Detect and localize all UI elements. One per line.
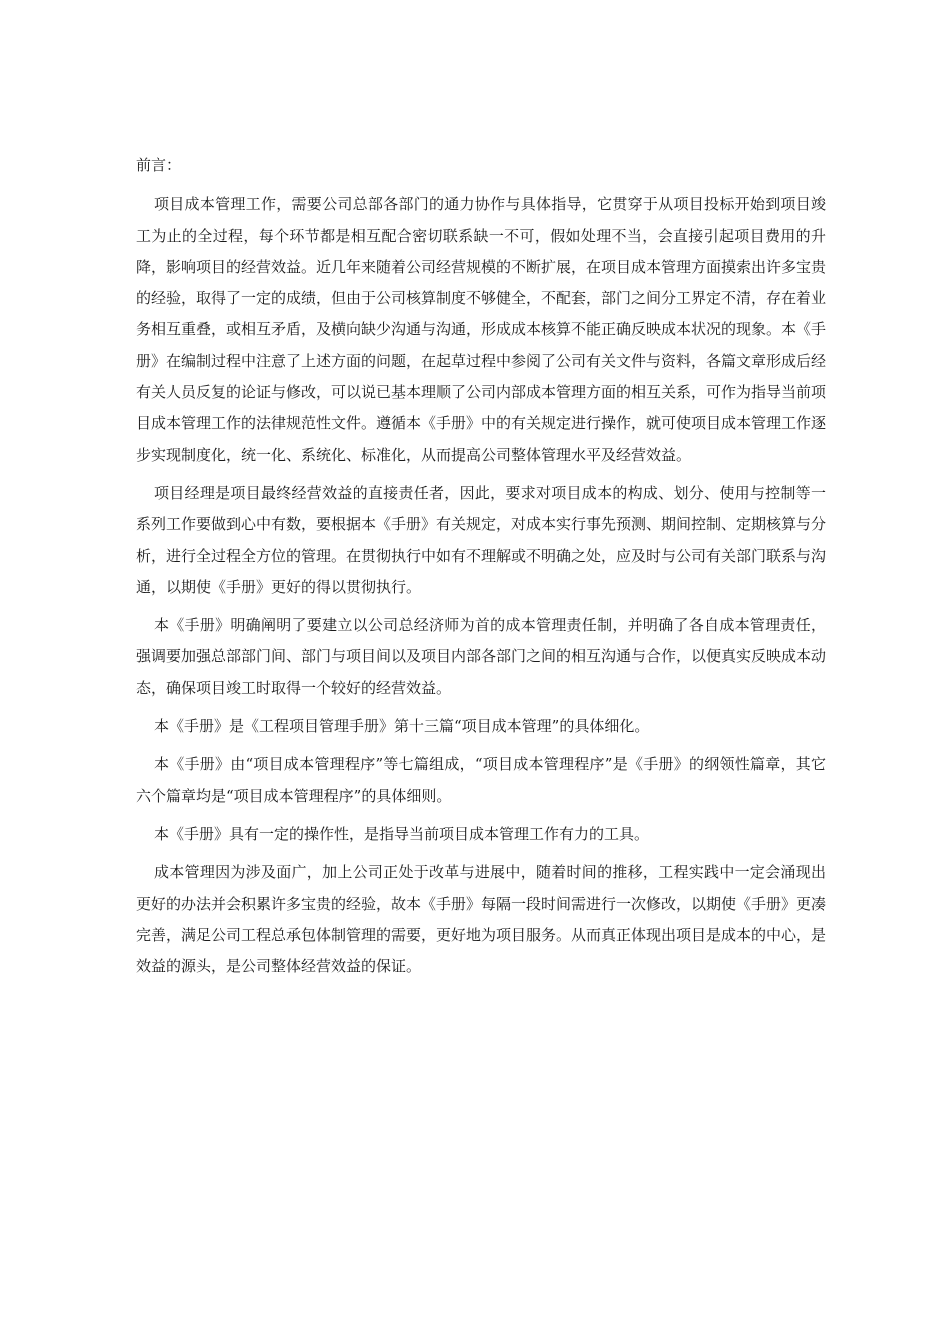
paragraph-manual-operability: 本《手册》具有一定的操作性，是指导当前项目成本管理工作有力的工具。 [154,824,650,843]
preface-heading: 前言： [136,156,182,174]
document-body [136,150,826,989]
paragraph-manual-composition: 本《手册》由“项目成本管理程序”等七篇组成，“项目成本管理程序”是《手册》的纲领性篇章，其它六个篇章均是“项目成本管理程序”的具体细则。 [136,755,826,805]
paragraph-responsibility-system: 本《手册》明确阐明了要建立以公司总经济师为首的成本管理责任制，并明确了各自成本管理责任，强调要加强总部部门间、部门与项目间以及项目内部各部门之间的相互沟通与合作，以便真实反映成本动态，确保项目竣工时取得一个较好的经营效益。 [136,616,827,697]
paragraph-manual-refinement: 本《手册》是《工程项目管理手册》第十三篇“项目成本管理”的具体细化。 [154,717,650,736]
paragraph-project-manager: 项目经理是项目最终经营效益的直接责任者，因此，要求对项目成本的构成、划分、使用与控制等一系列工作要做到心中有数，要根据本《手册》有关规定，对成本实行事先预测、期间控制、定期核算与分析，进行全过程全方位的管理。在贯彻执行中如有不理解或不明确之处，应及时与公司有关部门联系与沟通，以期使《手册》更好的得以贯彻执行。 [136,483,827,596]
paragraph-manual-revision: 成本管理因为涉及面广，加上公司正处于改革与进展中，随着时间的推移，工程实践中一定会涌现出更好的办法并会积累许多宝贵的经验，故本《手册》每隔一段时间需进行一次修改，以期使《手册》更凑完善，满足公司工程总承包体制管理的需要，更好地为项目服务。从而真正体现出项目是成本的中心，是效益的源头，是公司整体经营效益的保证。 [136,863,827,976]
paragraph-cost-management-intro: 项目成本管理工作，需要公司总部各部门的通力协作与具体指导，它贯穿于从项目投标开始到项目竣工为止的全过程，每个环节都是相互配合密切联系缺一不可，假如处理不当，会直接引起项目费用的升降，影响项目的经营效益。近几年来随着公司经营规模的不断扩展，在项目成本管理方面摸索出许多宝贵的经验，取得了一定的成绩，但由于公司核算制度不够健全，不配套，部门之间分工界定不清，存在着业务相互重叠，或相互矛盾，及横向缺少沟通与沟通，形成成本核算不能正确反映成本状况的现象。本《手册》在编制过程中注意了上述方面的问题，在起草过程中参阅了公司有关文件与资料，各篇文章形成后经有关人员反复的论证与修改，可以说已基本理顺了公司内部成本管理方面的相互关系，可作为指导当前项目成本管理工作的法律规范性文件。遵循本《手册》中的有关规定进行操作，就可使项目成本管理工作逐步实现制度化，统一化、系统化、标准化，从而提高公司整体管理水平及经营效益。 [136,195,827,464]
